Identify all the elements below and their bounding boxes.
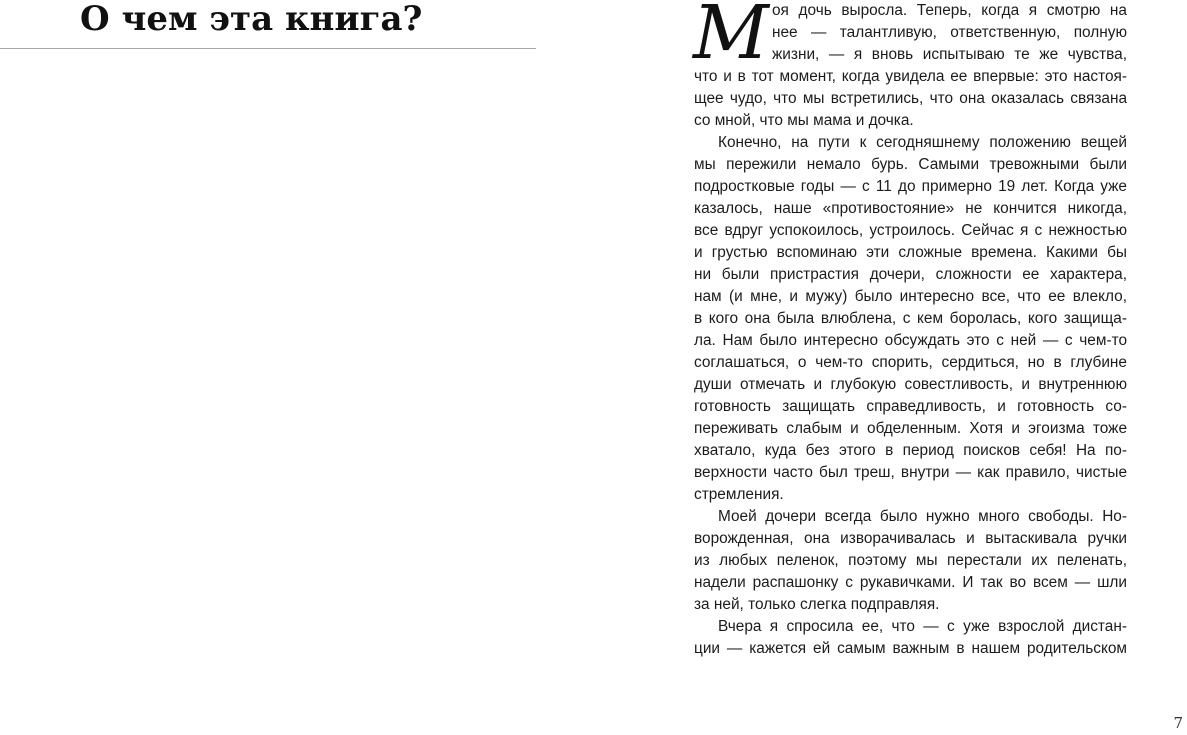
text-line: в кого она была влюблена, с кем боролась, кого защища- [694, 310, 1127, 327]
text-line: нее — талантливую, ответственную, полную [772, 24, 1127, 41]
text-line: надели распашонку с рукавичками. И так во всем — шли [694, 574, 1127, 591]
text-line: все вдруг успокоилось, устроилось. Сейчас я с нежностью [694, 222, 1127, 239]
text-line: за ней, только слегка подправляя. [694, 596, 940, 613]
paragraph-4 [694, 616, 1127, 660]
chapter-title: О чем эта книга? [80, 0, 423, 39]
text-line: Моей дочери всегда было нужно много свободы. Но- [718, 508, 1127, 525]
text-line: ла. Нам было интересно обсуждать это с ней — с чем-то [694, 332, 1127, 349]
text-line: казалось, наше «противостояние» не кончится никогда, [694, 200, 1127, 217]
text-line: души отмечать и глубокую совестливость, и внутреннюю [694, 376, 1127, 393]
title-rule [0, 48, 536, 49]
text-line: Вчера я спросила ее, что — с уже взрослой дистан- [718, 618, 1127, 635]
text-line: ворожденная, она изворачивалась и вытаскивала ручки [694, 530, 1127, 547]
right-page [694, 0, 1127, 735]
text-line: Конечно, на пути к сегодняшнему положению вещей [718, 134, 1127, 151]
text-line: нам (и мне, и мужу) было интересно все, что ее влекло, [694, 288, 1127, 305]
dropcap-block [693, 0, 1127, 76]
text-line: подростковые годы — с 11 до примерно 19 лет. Когда уже [694, 178, 1127, 195]
text-line: что и в тот момент, когда увидела ее впервые: это настоя- [694, 68, 1127, 85]
paragraph-2 [694, 132, 1127, 506]
text-line: готовность защищать справедливость, и готовность со- [694, 398, 1127, 415]
text-line: оя дочь выросла. Теперь, когда я смотрю на [772, 2, 1127, 19]
text-line: мы пережили немало бурь. Самыми тревожными были [694, 156, 1127, 173]
text-line: ции — кажется ей самым важным в нашем родительском [694, 640, 1127, 657]
drop-cap: М [693, 0, 769, 76]
text-line: переживать слабым и обделенным. Хотя и эгоизма тоже [694, 420, 1127, 437]
text-line: и грустью вспоминаю эти сложные времена. Какими бы [694, 244, 1127, 261]
left-page [0, 0, 536, 735]
text-line: верхности часто был треш, внутри — как правило, чистые [694, 464, 1127, 481]
text-line: хватало, куда без этого в период поисков себя! На по- [694, 442, 1127, 459]
text-line: стремления. [694, 486, 784, 503]
text-line: жизни, — я вновь испытываю те же чувства, [772, 46, 1127, 63]
page-number: 7 [1173, 714, 1183, 732]
paragraph-3 [694, 506, 1127, 616]
text-line: щее чудо, что мы встретились, что она оказалась связана [694, 90, 1127, 107]
text-line: соглашаться, о чем-то спорить, сердиться, но в глубине [694, 354, 1127, 371]
dropcap-lines [772, 0, 1127, 66]
text-line: со мной, что мы мама и дочка. [694, 112, 914, 129]
paragraph-1 [694, 0, 1127, 132]
text-line: из любых пеленок, поэтому мы перестали их пеленать, [694, 552, 1127, 569]
text-line: ни были пристрастия дочери, сложности ее характера, [694, 266, 1127, 283]
